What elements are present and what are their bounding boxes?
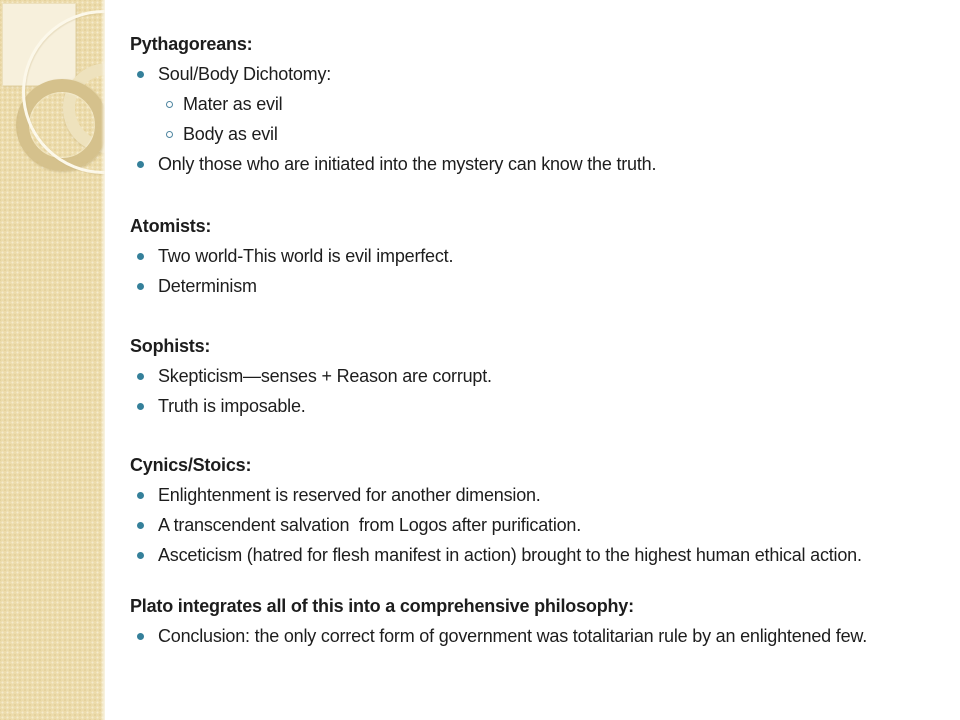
- sub-bullet-item: [130, 93, 880, 116]
- bullet-dot-icon: [137, 633, 144, 640]
- bullet-text: Enlightenment is reserved for another dimension.: [158, 485, 541, 505]
- circle-bullet-icon: [166, 101, 173, 108]
- sub-bullet-text: Mater as evil: [183, 94, 283, 114]
- bullet-item: [130, 153, 880, 176]
- bullet-text: Soul/Body Dichotomy:: [158, 64, 332, 84]
- section-plato: [130, 595, 880, 648]
- bullet-text: Determinism: [158, 276, 257, 296]
- bullet-item: [130, 514, 880, 537]
- bullet-text: Only those who are initiated into the mystery can know the truth.: [158, 154, 657, 174]
- bullet-item: [130, 484, 880, 507]
- section-heading: Pythagoreans:: [130, 34, 253, 54]
- bullet-item: [130, 63, 880, 86]
- bullet-dot-icon: [137, 492, 144, 499]
- section-sophists: [130, 335, 880, 418]
- bullet-dot-icon: [137, 161, 144, 168]
- section-heading: Atomists:: [130, 216, 212, 236]
- bullet-dot-icon: [137, 253, 144, 260]
- sub-bullet-text: Body as evil: [183, 124, 278, 144]
- slide-body: [105, 0, 960, 720]
- bullet-item: [130, 245, 880, 268]
- bullet-text: Truth is imposable.: [158, 396, 306, 416]
- section-heading: Plato integrates all of this into a comprehensive philosophy:: [130, 596, 634, 616]
- bullet-item: [130, 365, 880, 388]
- bullet-text: A transcendent salvation from Logos after purification.: [158, 515, 582, 535]
- bullet-text: Asceticism (hatred for flesh manifest in action) brought to the highest human ethical action.: [158, 545, 862, 565]
- bullet-dot-icon: [137, 71, 144, 78]
- bullet-item: [130, 395, 880, 418]
- bullet-item: [130, 625, 880, 648]
- section-atomists: [130, 215, 880, 298]
- section-heading: Sophists:: [130, 336, 211, 356]
- bullet-text: Two world-This world is evil imperfect.: [158, 246, 454, 266]
- bullet-dot-icon: [137, 522, 144, 529]
- circle-bullet-icon: [166, 131, 173, 138]
- bullet-dot-icon: [137, 373, 144, 380]
- sidebar-decoration: [0, 0, 105, 720]
- bullet-text: Conclusion: the only correct form of government was totalitarian rule by an enlightened few.: [158, 626, 867, 646]
- bullet-text: Skepticism—senses + Reason are corrupt.: [158, 366, 492, 386]
- section-pythagoreans: [130, 33, 880, 176]
- sub-bullet-item: [130, 123, 880, 146]
- bullet-dot-icon: [137, 552, 144, 559]
- section-heading: Cynics/Stoics:: [130, 455, 252, 475]
- bullet-item: [130, 275, 880, 298]
- bullet-dot-icon: [137, 283, 144, 290]
- bullet-item: [130, 544, 880, 567]
- section-cynics-stoics: [130, 454, 880, 567]
- bullet-dot-icon: [137, 403, 144, 410]
